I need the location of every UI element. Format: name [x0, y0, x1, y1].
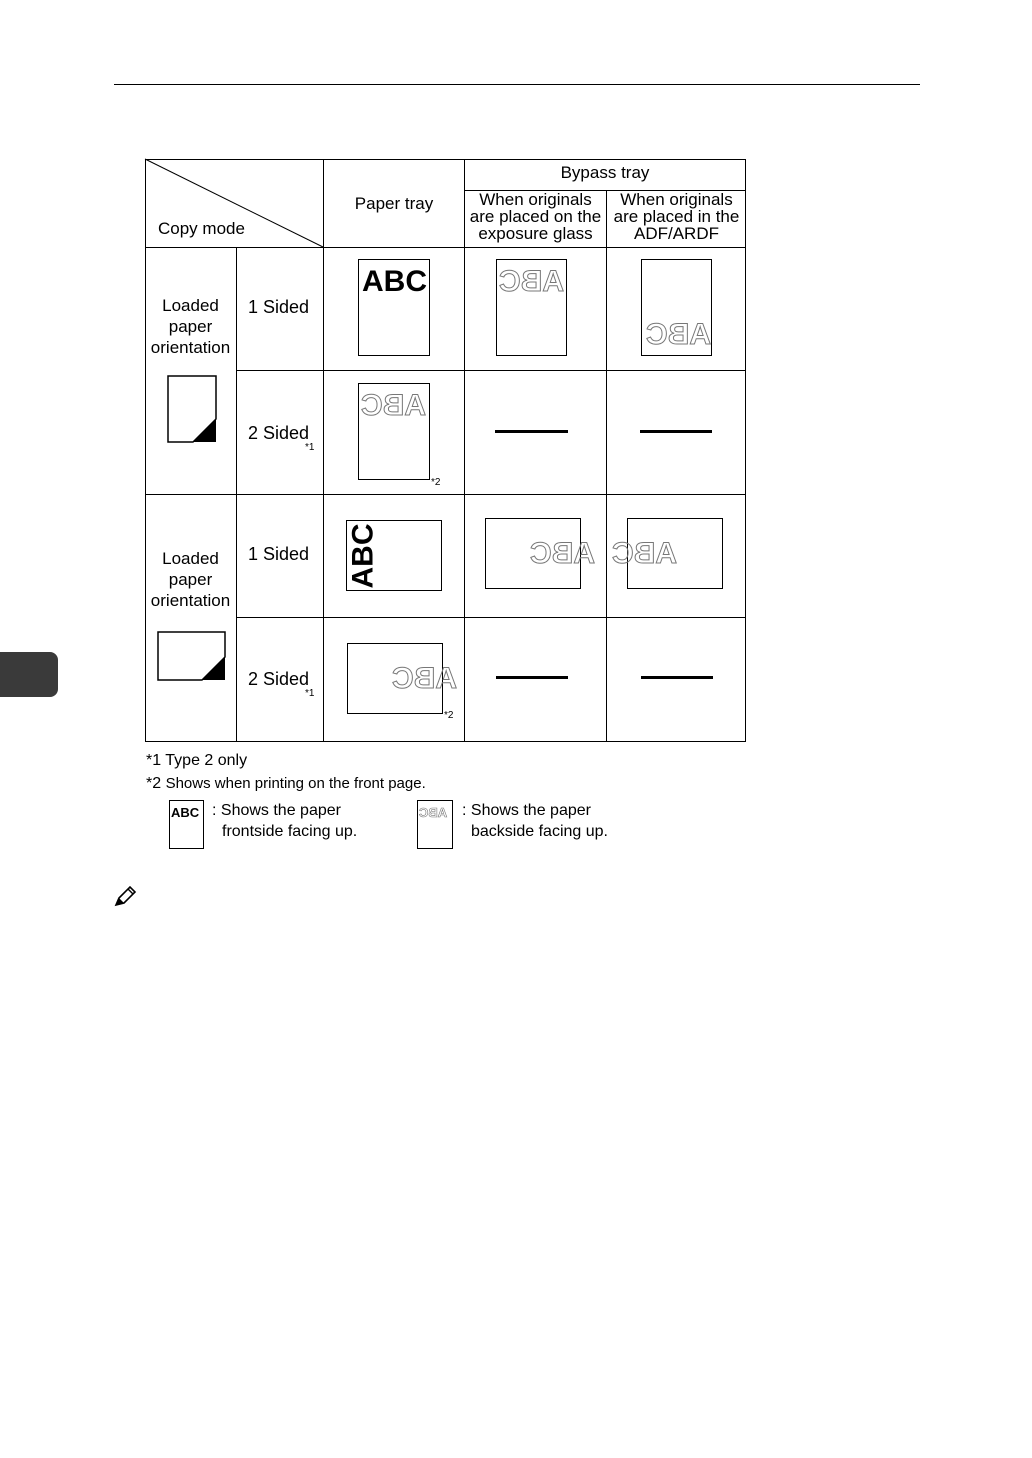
group1-label-line-2: paper — [168, 317, 213, 336]
copy-mode-label: Copy mode — [158, 219, 245, 238]
r4-note-ref: *2 — [444, 710, 454, 721]
adf-line-2: are placed in the — [613, 207, 740, 226]
table-grid-lines — [145, 159, 746, 742]
exposure-glass-header — [465, 191, 606, 242]
footnote-2-text: Shows when printing on the front page. — [165, 775, 426, 792]
adf-line-3: ADF/ARDF — [634, 224, 719, 243]
adf-header — [607, 191, 746, 242]
legend-front-line-1: : Shows the paper — [212, 802, 341, 819]
r3-exposure-sheet — [485, 518, 595, 589]
chapter-tab — [0, 652, 58, 697]
portrait-paper-icon — [167, 375, 219, 445]
exposure-line-1: When originals — [479, 190, 592, 209]
group1-label-line-3: orientation — [150, 338, 231, 357]
footnote-2-mark: *2 — [146, 775, 162, 792]
footnote-2 — [146, 773, 426, 794]
r1-exposure-text: ABC — [499, 265, 564, 298]
landscape-paper-icon — [157, 631, 227, 683]
r4-paper-tray-text: ABC — [392, 662, 457, 695]
r4-adf-not-available — [641, 676, 713, 679]
legend-back-line-1: : Shows the paper — [462, 802, 591, 819]
r2-note-ref: *2 — [431, 477, 441, 488]
legend-front-line-2: frontside facing up. — [222, 823, 358, 840]
r1-exposure-sheet — [496, 259, 567, 356]
group2-label-line-1: Loaded — [162, 549, 219, 568]
bypass-tray-header: Bypass tray — [560, 163, 650, 182]
r2-paper-tray-text: ABC — [361, 389, 426, 422]
note-pencil-icon — [114, 885, 138, 907]
group1-orientation-label — [145, 295, 236, 358]
r1-paper-tray-text: ABC — [362, 265, 427, 298]
row2-two-sided: 2 Sided — [248, 423, 310, 443]
orientation-table — [145, 159, 746, 742]
r3-adf-text: ABC — [612, 537, 677, 570]
r1-adf-sheet — [641, 259, 712, 356]
row4-footnote-ref: *1 — [305, 688, 315, 699]
r3-paper-tray-sheet — [346, 520, 442, 591]
paper-tray-header: Paper tray — [354, 194, 434, 213]
group2-orientation-label — [145, 548, 236, 611]
legend-back-text: ABC — [419, 805, 448, 820]
row1-one-sided: 1 Sided — [248, 297, 310, 317]
r2-paper-tray-sheet — [358, 383, 430, 480]
r4-paper-tray-sheet — [347, 643, 457, 714]
r3-exposure-text: ABC — [530, 537, 595, 570]
group2-label-line-3: orientation — [150, 591, 231, 610]
r2-adf-not-available — [640, 430, 712, 433]
group1-label-line-1: Loaded — [162, 296, 219, 315]
row4-two-sided: 2 Sided — [248, 669, 310, 689]
group2-label-line-2: paper — [168, 570, 213, 589]
r1-paper-tray-sheet — [358, 259, 430, 356]
r1-adf-text: ABC — [646, 318, 711, 351]
exposure-line-3: exposure glass — [478, 224, 593, 243]
adf-line-1: When originals — [620, 190, 733, 209]
legend-front-text: ABC — [171, 805, 200, 820]
row2-footnote-ref: *1 — [305, 442, 315, 453]
r3-adf-sheet — [612, 518, 723, 589]
r2-exposure-not-available — [495, 430, 568, 433]
legend-back-sheet — [417, 800, 453, 849]
exposure-line-2: are placed on the — [469, 207, 602, 226]
legend-back-line-2: backside facing up. — [471, 823, 608, 840]
row3-one-sided: 1 Sided — [248, 544, 310, 564]
footnote-1: *1 Type 2 only — [146, 752, 248, 769]
header-rule — [114, 84, 920, 85]
legend-front-sheet — [169, 800, 204, 849]
r4-exposure-not-available — [496, 676, 568, 679]
r3-paper-tray-text: ABC — [346, 523, 380, 589]
